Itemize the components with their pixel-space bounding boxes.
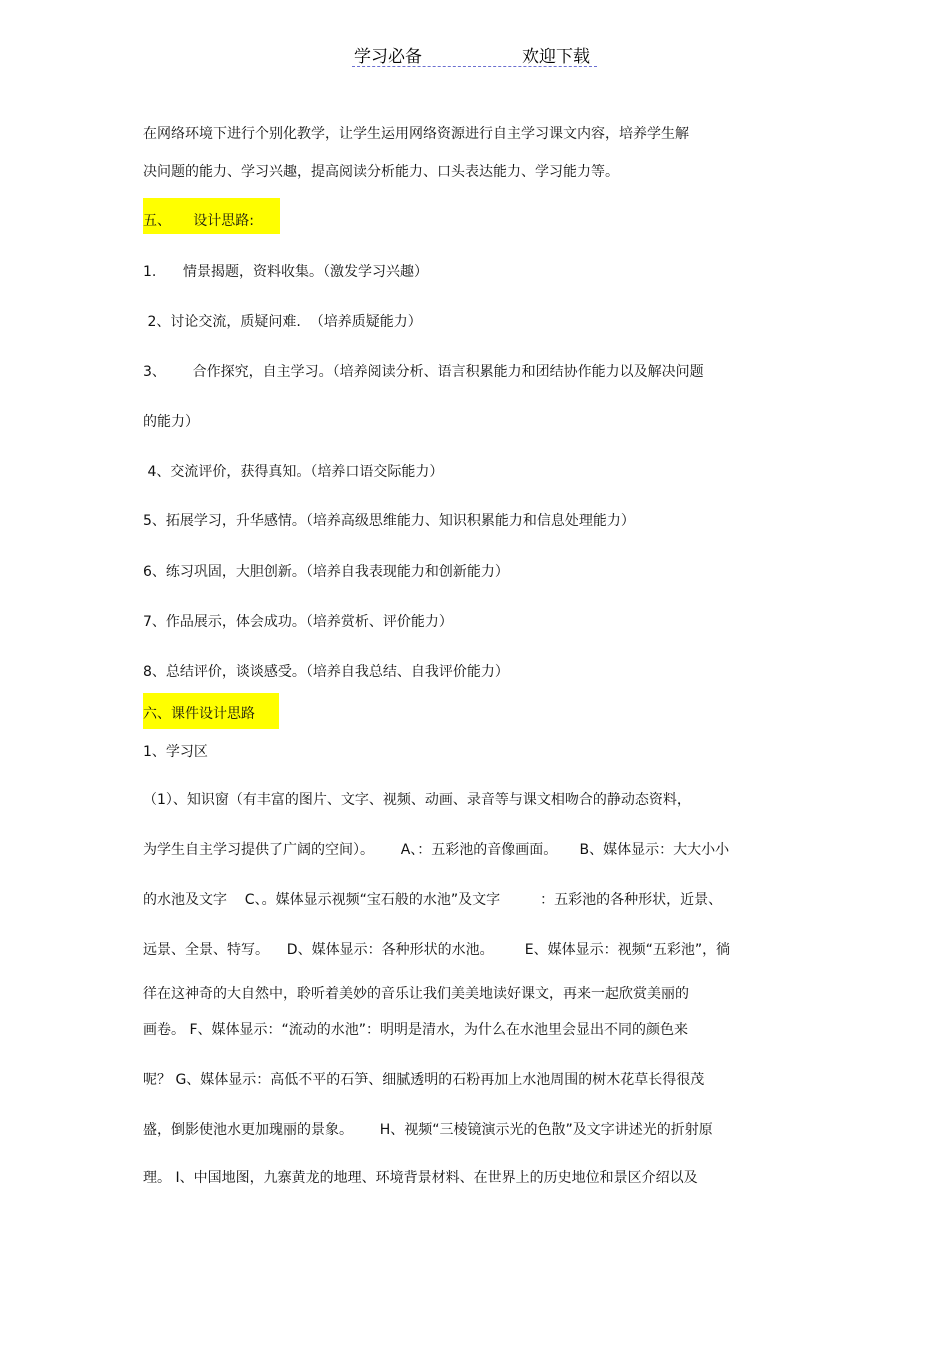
body-line: （1）、知识窗（有丰富的图片、文字、视频、动画、录音等与课文相吻合的静动态资料， [143,792,691,808]
section6-title: 六、课件设计思路 [143,706,255,722]
body-line: 徉在这神奇的大自然中，聆听着美妙的音乐让我们美美地读好课文，再来一起欣赏美丽的 [143,986,689,1002]
list-item: 3、 合作探究，自主学习。（培养阅读分析、语言积累能力和团结协作能力以及解决问题 [143,364,704,380]
section6-heading [143,693,279,729]
list-item: 4、交流评价，获得真知。（培养口语交际能力） [143,464,444,480]
body-line: 理。 I、中国地图，九寨黄龙的地理、环境背景材料、在世界上的历史地位和景区介绍以及 [143,1170,698,1186]
body-line: 1、学习区 [143,744,208,760]
page-header [352,40,597,67]
list-item: 2、讨论交流，质疑问难. （培养质疑能力） [143,314,422,330]
body-line: 远景、全景、特写。 D、媒体显示：各种形状的水池。 E、媒体显示：视频“五彩池”，徜 [143,942,731,958]
list-item: 8、总结评价，谈谈感受。（培养自我总结、自我评价能力） [143,664,509,680]
body-line: 盛，倒影使池水更加瑰丽的景象。 H、视频“三棱镜演示光的色散”及文字讲述光的折射原 [143,1122,713,1138]
intro-line-1: 在网络环境下进行个别化教学，让学生运用网络资源进行自主学习课文内容，培养学生解 [143,126,689,142]
header-left: 学习必备 [354,47,422,67]
header-right: 欢迎下载 [522,47,590,67]
section5-title: 五、 设计思路: [143,213,254,229]
body-line: 为学生自主学习提供了广阔的空间）。 A、：五彩池的音像画面。 B、媒体显示：大大小小 [143,842,730,858]
list-item: 的能力） [143,414,199,430]
list-item: 7、作品展示，体会成功。（培养赏析、评价能力） [143,614,453,630]
intro-line-2: 决问题的能力、学习兴趣，提高阅读分析能力、口头表达能力、学习能力等。 [143,164,619,180]
body-line: 的水池及文字 C、。媒体显示视频“宝石般的水池”及文字 ：五彩池的各种形状，近景、 [143,892,723,908]
list-item: 6、练习巩固，大胆创新。（培养自我表现能力和创新能力） [143,564,509,580]
body-line: 画卷。 F、媒体显示：“流动的水池”：明明是清水，为什么在水池里会显出不同的颜色来 [143,1022,689,1038]
section5-heading [143,198,280,234]
body-line: 呢？ G、媒体显示：高低不平的石笋、细腻透明的石粉再加上水池周围的树木花草长得很茂 [143,1072,705,1088]
list-item: 5、拓展学习，升华感情。（培养高级思维能力、知识积累能力和信息处理能力） [143,513,635,529]
list-item: 1. 情景揭题，资料收集。（激发学习兴趣） [143,264,429,280]
